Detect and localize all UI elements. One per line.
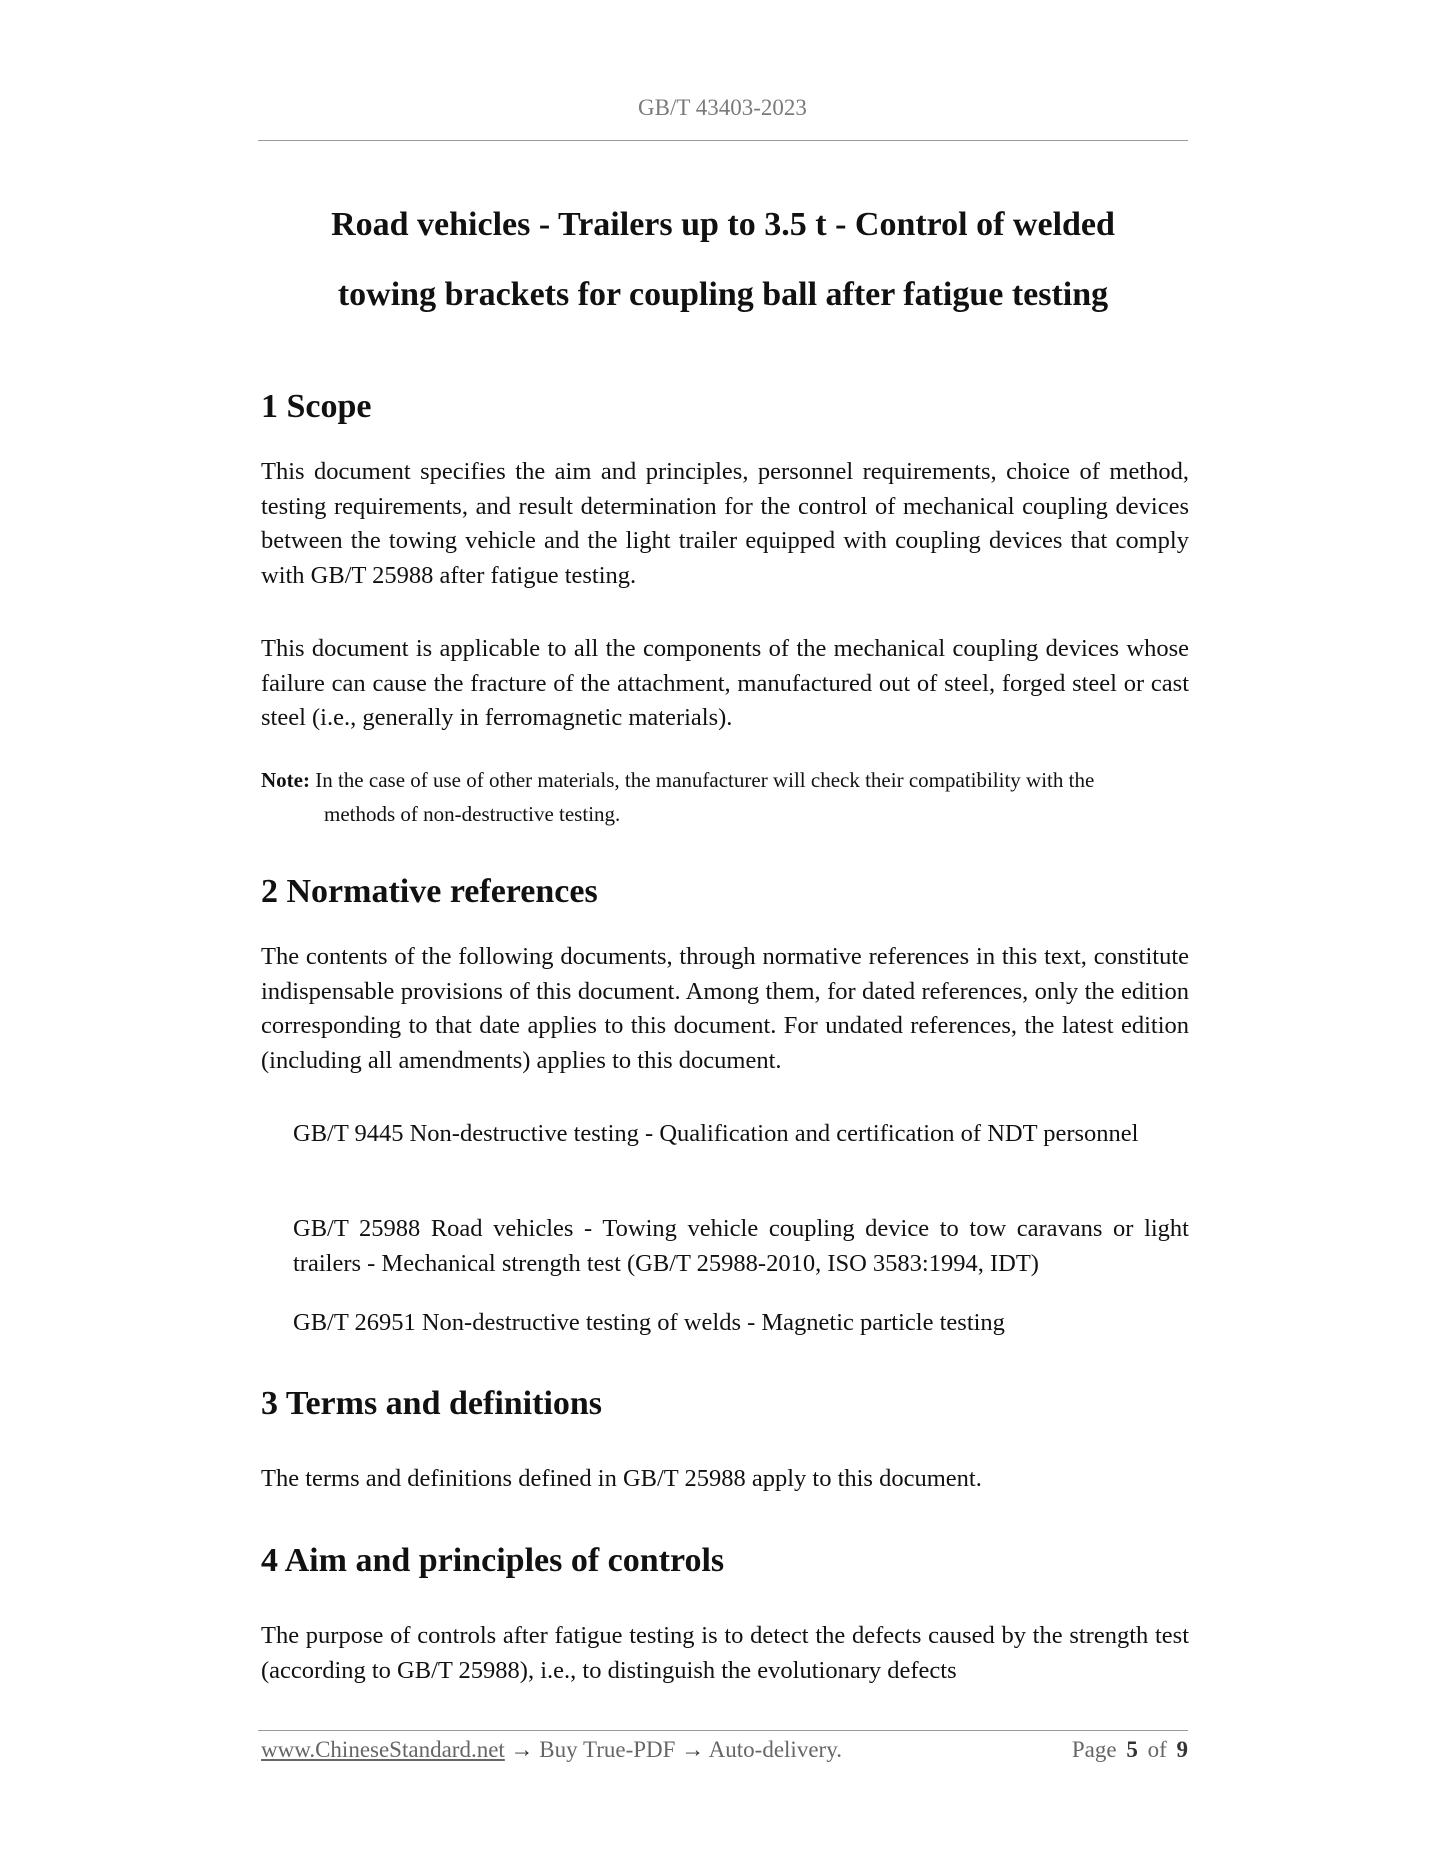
page-total-number: 9 [1176,1737,1188,1762]
arrow-right-icon: → [510,1737,534,1762]
auto-delivery-text: Auto-delivery. [708,1737,842,1762]
of-word: of [1147,1737,1167,1762]
section-2-heading: 2 Normative references [261,873,598,910]
footer-promo [261,1735,842,1765]
footer-divider [258,1730,1188,1731]
page-indicator [1072,1735,1188,1765]
note-text: In the case of use of other materials, the manufacturer will check their compatibility with the [315,768,1095,792]
section-1-heading: 1 Scope [261,388,372,425]
section-3-heading: 3 Terms and definitions [261,1385,603,1422]
note-text-continued: methods of non-destructive testing. [324,802,621,826]
document-title [258,190,1188,330]
title-line-1: Road vehicles - Trailers up to 3.5 t - Control of welded [331,206,1115,243]
header-standard-code: GB/T 43403-2023 [638,95,807,120]
header-divider [258,140,1188,141]
arrow-right-icon: → [681,1737,705,1762]
section-4-paragraph-1: The purpose of controls after fatigue testing is to detect the defects caused by the strength test (according to GB/T 25988), i.e., to distinguish the evolutionary defects [261,1622,1189,1684]
reference-item-gbt-25988: GB/T 25988 Road vehicles - Towing vehicle coupling device to tow caravans or light trailers - Mechanical strength test (GB/T 25988-2010, ISO 3583:1994, IDT) [293,1215,1189,1277]
page-word: Page [1071,1737,1117,1762]
reference-item-gbt-26951: GB/T 26951 Non-destructive testing of welds - Magnetic particle testing [293,1309,1005,1336]
buy-pdf-text: Buy True-PDF [539,1737,676,1762]
section-2-paragraph-1: The contents of the following documents, through normative references in this text, constitute indispensable provisions of this document. Among them, for dated references, only the edition corresponding to that date applies to this document. For undated references, the latest edition (including all amendments) applies to this document. [261,943,1189,1074]
note-label: Note: [261,768,310,792]
reference-item-gbt-9445: GB/T 9445 Non-destructive testing - Qualification and certification of NDT personnel [293,1120,1139,1147]
website-link[interactable]: www.ChineseStandard.net [261,1737,505,1762]
section-1-note [261,763,1189,831]
section-3-paragraph-1: The terms and definitions defined in GB/T 25988 apply to this document. [261,1465,982,1492]
section-1-paragraph-2: This document is applicable to all the components of the mechanical coupling devices whose failure can cause the fracture of the attachment, manufactured out of steel, forged steel or cast steel (i.e., generally in ferromagnetic materials). [261,635,1189,732]
title-line-2: towing brackets for coupling ball after fatigue testing [337,276,1109,313]
section-4-heading: 4 Aim and principles of controls [261,1542,725,1579]
section-1-paragraph-1: This document specifies the aim and principles, personnel requirements, choice of method, testing requirements, and result determination for the control of mechanical coupling devices between the towing vehicle and the light trailer equipped with coupling devices that comply with GB/T 25988 after fatigue testing. [261,458,1189,589]
page-current-number: 5 [1126,1737,1138,1762]
